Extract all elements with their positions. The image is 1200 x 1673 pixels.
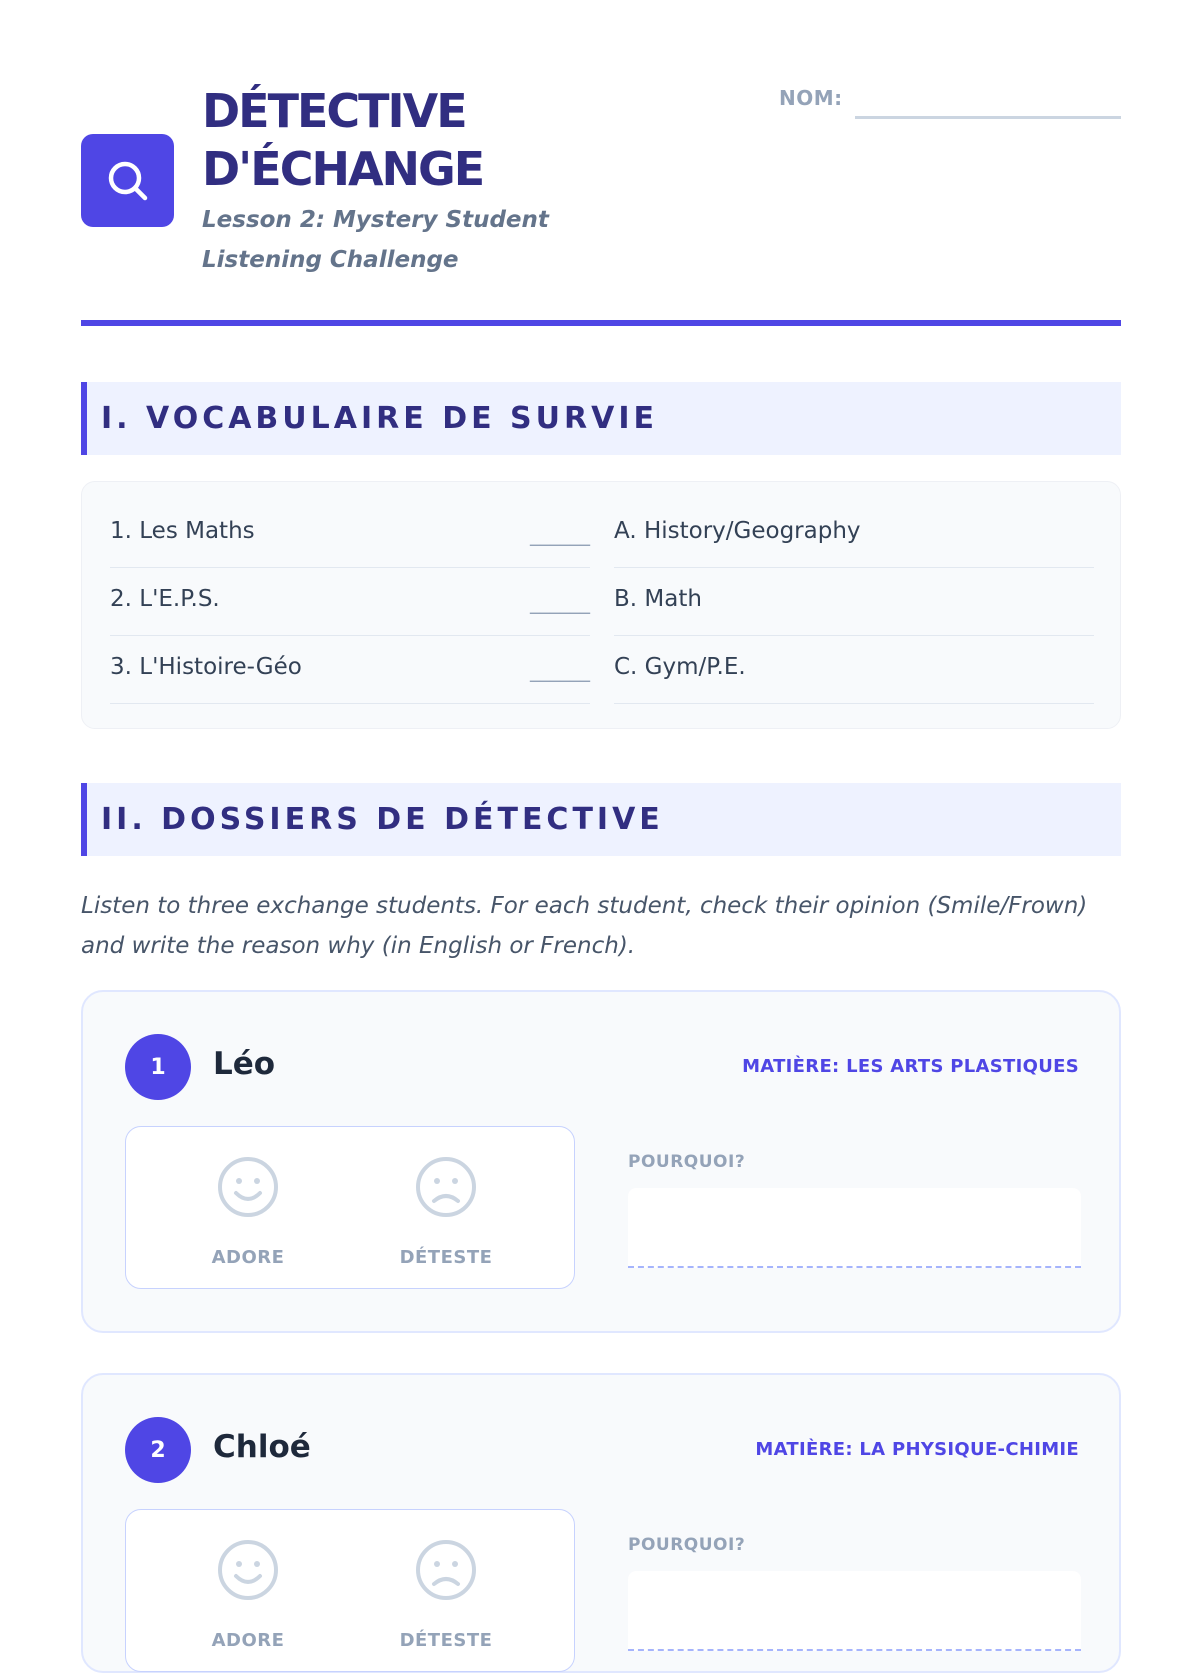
reason-input[interactable] (628, 1571, 1081, 1651)
student-name: Chloé (213, 1429, 311, 1465)
deteste-label: DÉTESTE (399, 1247, 493, 1268)
student-card (81, 990, 1121, 1333)
section-dossiers-heading: II. DOSSIERS DE DÉTECTIVE (81, 783, 1121, 856)
vocab-term: 1. Les Maths (110, 518, 255, 544)
vocab-term: 3. L'Histoire-Géo (110, 654, 302, 680)
smile-icon[interactable] (216, 1538, 280, 1602)
vocab-definition-cell (614, 500, 1094, 568)
vocab-row (110, 568, 1094, 636)
vocab-answer-blank[interactable]: ______ (530, 522, 590, 546)
name-field[interactable] (855, 116, 1121, 119)
vocabulary-matching-box (81, 481, 1121, 729)
vocab-definition: A. History/Geography (614, 518, 861, 544)
page-subtitle: Lesson 2: Mystery Student Listening Challenge (202, 207, 549, 273)
vocab-answer-blank[interactable]: ______ (530, 590, 590, 614)
opinion-selector (125, 1509, 575, 1672)
page-title (202, 82, 722, 198)
section-vocabulary-heading: I. VOCABULAIRE DE SURVIE (81, 382, 1121, 455)
student-number-badge: 1 (125, 1034, 191, 1100)
vocab-term: 2. L'E.P.S. (110, 586, 220, 612)
listening-instructions: Listen to three exchange students. For each student, check their opinion (Smile/Frown) and write the reason why (in English or French). (81, 893, 1088, 959)
adore-label: ADORE (211, 1630, 285, 1651)
vocab-definition: B. Math (614, 586, 702, 612)
frown-icon[interactable] (414, 1538, 478, 1602)
vocab-definition-cell (614, 636, 1094, 704)
adore-label: ADORE (211, 1247, 285, 1268)
name-label: NOM: (779, 86, 843, 110)
vocab-row (110, 500, 1094, 568)
vocab-row (110, 636, 1094, 704)
logo-badge (81, 134, 174, 227)
vocab-definition-cell (614, 568, 1094, 636)
reason-input[interactable] (628, 1188, 1081, 1268)
vocab-term-cell (110, 500, 590, 568)
frown-icon[interactable] (414, 1155, 478, 1219)
subject-label: MATIÈRE: LA PHYSIQUE-CHIMIE (755, 1439, 1079, 1460)
title-line-2: D'ÉCHANGE (202, 142, 484, 196)
student-number-badge: 2 (125, 1417, 191, 1483)
why-label: POURQUOI? (628, 1152, 746, 1172)
subject-label: MATIÈRE: LES ARTS PLASTIQUES (742, 1056, 1079, 1077)
student-name: Léo (213, 1046, 276, 1082)
vocab-definition: C. Gym/P.E. (614, 654, 746, 680)
search-icon (103, 156, 153, 206)
why-label: POURQUOI? (628, 1535, 746, 1555)
title-line-1: DÉTECTIVE (202, 84, 466, 138)
vocab-term-cell (110, 568, 590, 636)
vocab-term-cell (110, 636, 590, 704)
smile-icon[interactable] (216, 1155, 280, 1219)
worksheet-page (81, 0, 1121, 1651)
vocab-answer-blank[interactable]: ______ (530, 658, 590, 682)
student-card (81, 1373, 1121, 1673)
header-divider (81, 320, 1121, 326)
opinion-selector (125, 1126, 575, 1289)
deteste-label: DÉTESTE (399, 1630, 493, 1651)
